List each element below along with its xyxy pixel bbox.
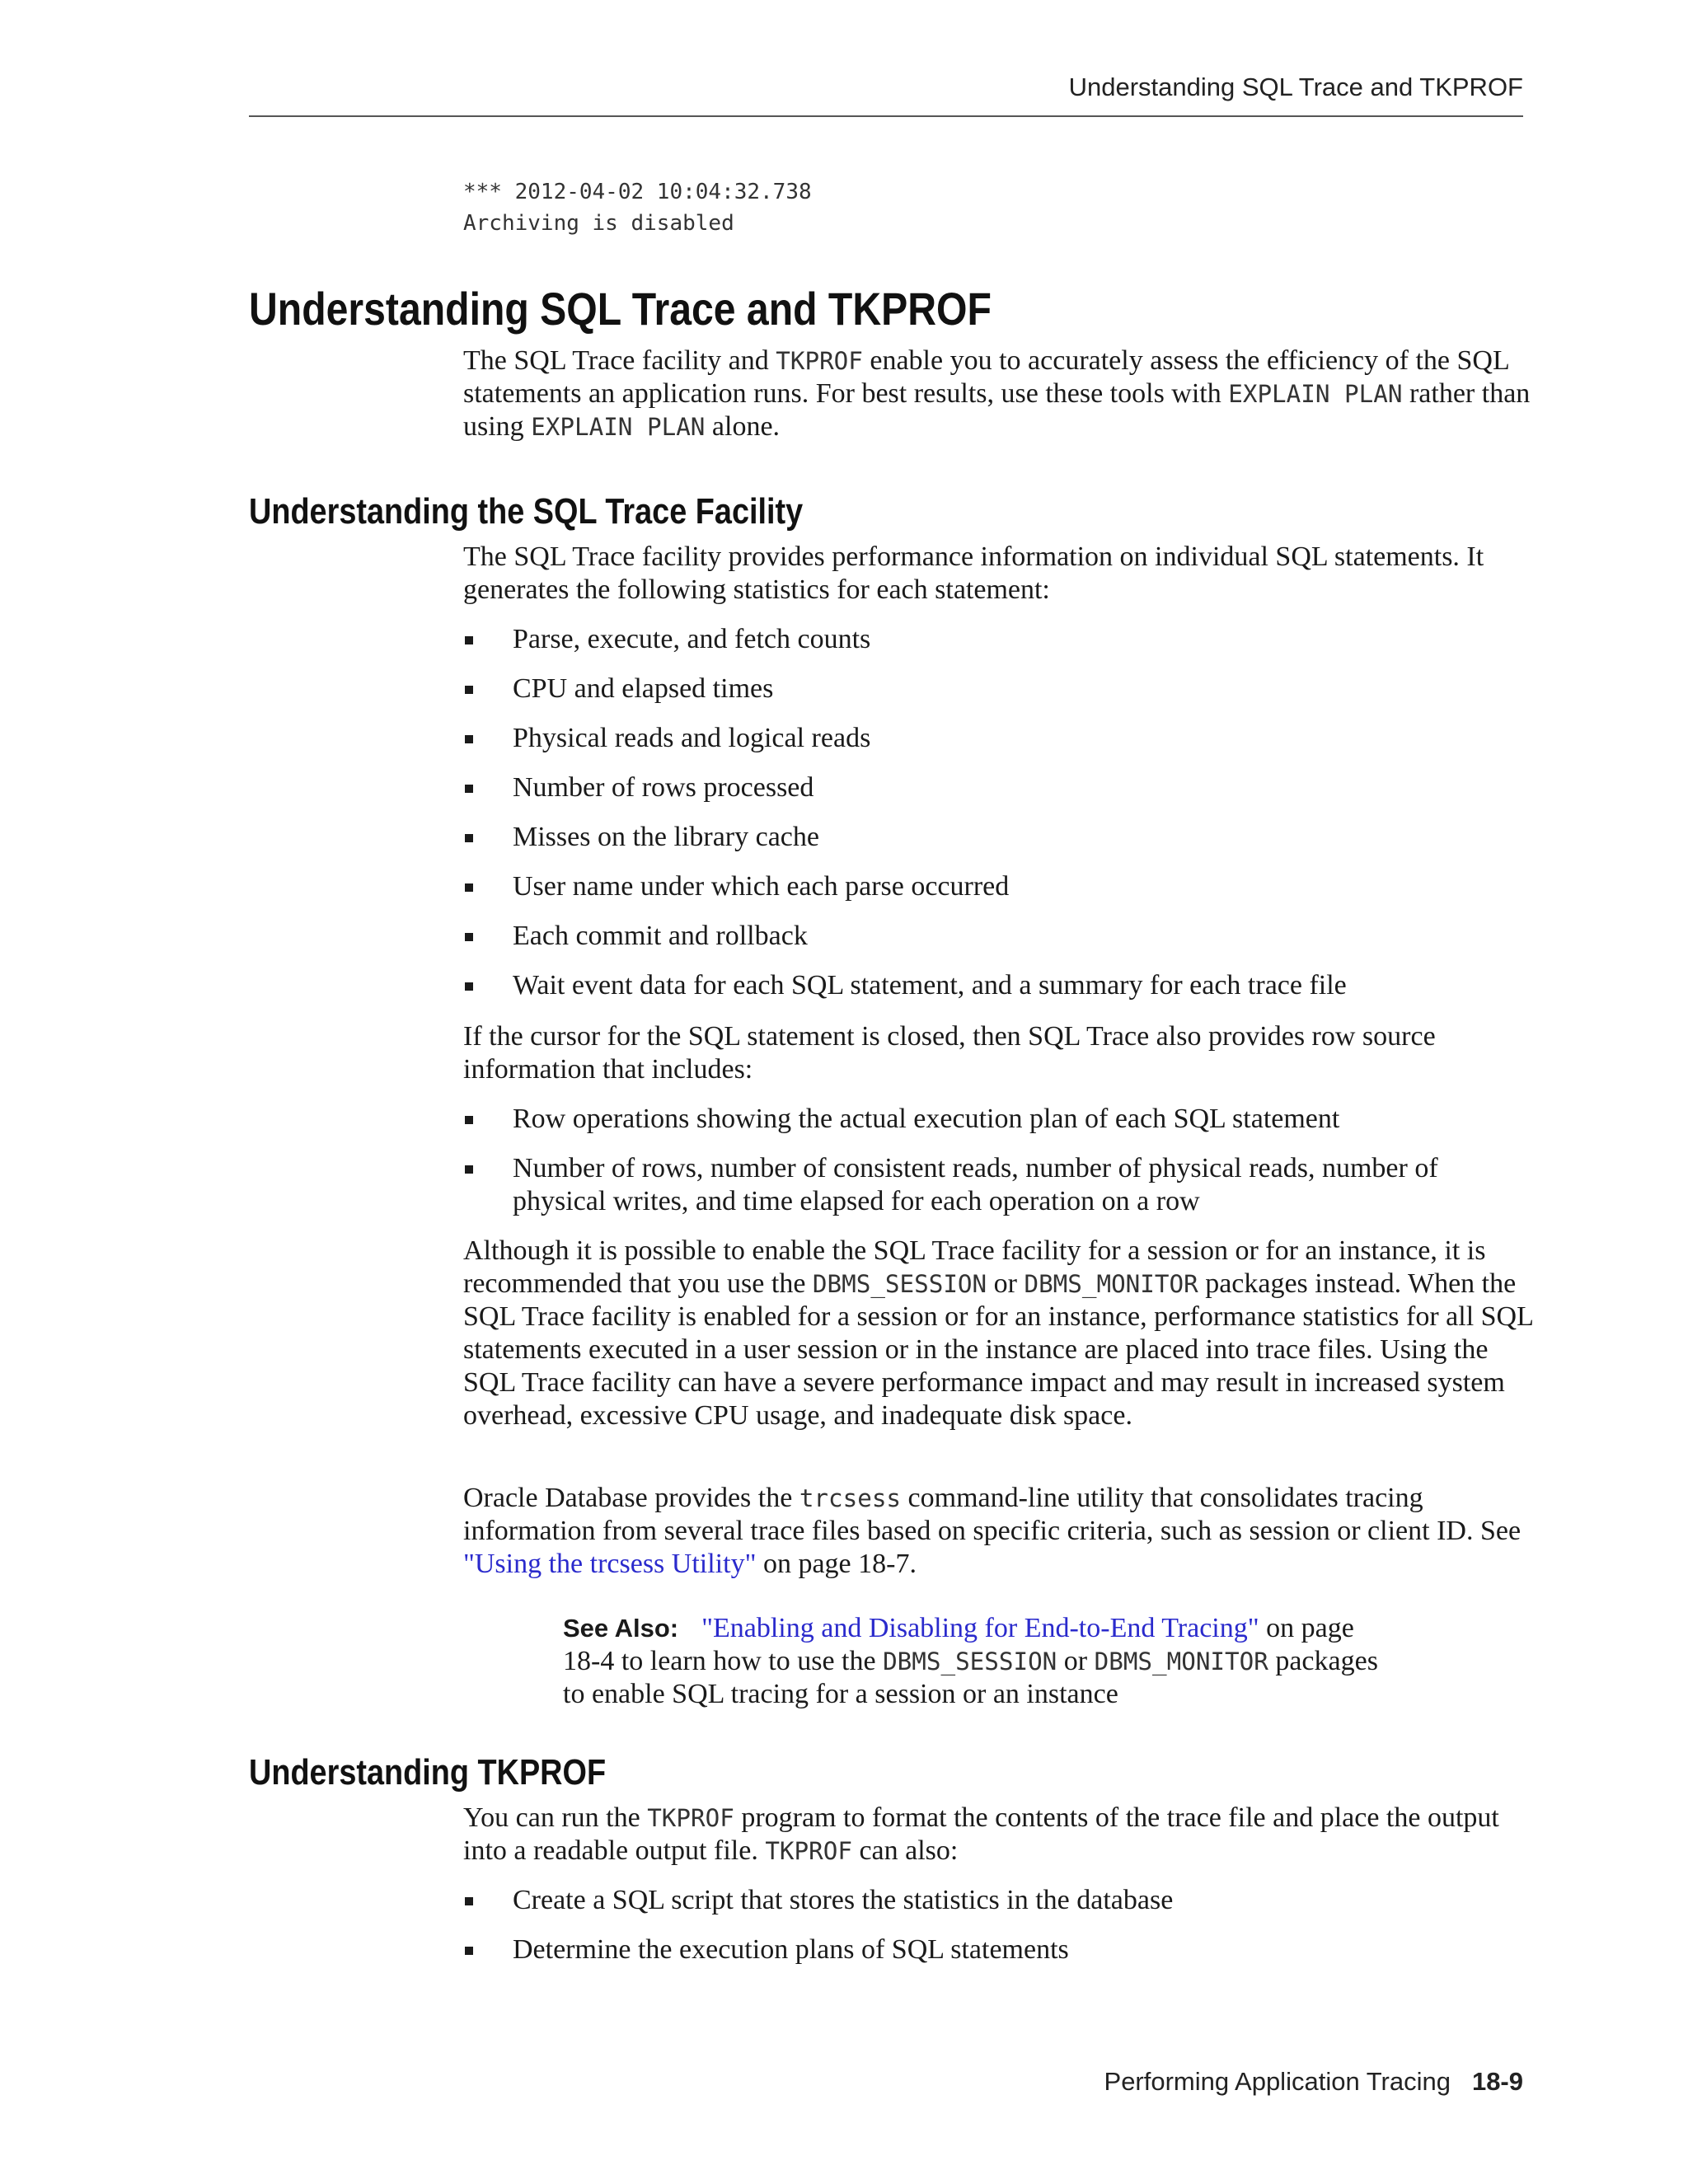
section-title: Understanding SQL Trace and TKPROF — [249, 283, 992, 335]
intro-text-4: alone. — [705, 411, 781, 442]
paragraph-text: You can run the — [463, 1802, 648, 1833]
list-item-text: User name under which each parse occurred — [513, 871, 1010, 902]
bullet-icon — [465, 834, 473, 842]
list-item-text: Number of rows processed — [513, 772, 814, 803]
tkprof-list — [463, 1884, 1535, 1983]
list-item — [463, 920, 1535, 953]
list-item — [463, 1884, 1535, 1917]
code-tkprof: TKPROF — [647, 1804, 734, 1832]
paragraph-text: program to format the contents of the trace file and place the output into a readable output file. — [463, 1802, 1499, 1866]
bullet-icon — [465, 1165, 473, 1174]
list-item-text: Wait event data for each SQL statement, and a summary for each trace file — [513, 970, 1347, 1001]
list-item — [463, 623, 1535, 656]
facility-intro: The SQL Trace facility provides performance information on individual SQL statements. It generates the following statistics for each statement: — [463, 541, 1484, 605]
recommendation-paragraph — [463, 1235, 1535, 1432]
list-item — [463, 1152, 1535, 1218]
list-item-text: Misses on the library cache — [513, 822, 819, 852]
list-item — [463, 673, 1535, 705]
paragraph-text: command-line utility that consolidates tracing information from several trace files based on specific criteria, such as session or client ID. See — [463, 1483, 1522, 1546]
code-explain-plan: EXPLAIN PLAN — [531, 413, 706, 441]
list-item-text: Each commit and rollback — [513, 921, 808, 951]
list-item — [463, 969, 1535, 1002]
list-item — [463, 722, 1535, 755]
code-tkprof: TKPROF — [776, 347, 863, 375]
paragraph-text: or — [987, 1268, 1025, 1299]
bullet-icon — [465, 883, 473, 892]
code-example: *** 2012-04-02 10:04:32.738 Archiving is disabled — [463, 180, 812, 236]
link-trcsess-utility[interactable]: "Using the trcsess Utility" — [463, 1549, 757, 1579]
code-dbms-session: DBMS_SESSION — [883, 1647, 1057, 1675]
list-item — [463, 821, 1535, 854]
row-source-list — [463, 1103, 1535, 1235]
code-dbms-session: DBMS_SESSION — [812, 1270, 987, 1298]
footer-chapter: Performing Application Tracing — [1104, 2067, 1451, 2096]
tkprof-heading: Understanding TKPROF — [249, 1752, 607, 1793]
code-trcsess: trcsess — [799, 1484, 902, 1512]
running-header: Understanding SQL Trace and TKPROF — [249, 73, 1523, 117]
paragraph-text: Oracle Database provides the — [463, 1483, 799, 1513]
paragraph-text: Although it is possible to enable the SQL Trace facility for a session or for an instance, it is recommended that you use the — [463, 1235, 1486, 1299]
list-item-text: Create a SQL script that stores the statistics in the database — [513, 1885, 1174, 1915]
list-item-text: CPU and elapsed times — [513, 673, 774, 704]
link-end-to-end-tracing[interactable]: "Enabling and Disabling for End-to-End Tracing" — [701, 1613, 1259, 1643]
bullet-icon — [465, 785, 473, 793]
bullet-icon — [465, 686, 473, 694]
bullet-icon — [465, 1116, 473, 1124]
intro-text-1: The SQL Trace facility and — [463, 345, 776, 376]
bullet-icon — [465, 933, 473, 941]
paragraph-text: on page 18-7. — [756, 1549, 917, 1579]
list-item-text: Physical reads and logical reads — [513, 723, 871, 753]
list-item — [463, 771, 1535, 804]
facility-heading: Understanding the SQL Trace Facility — [249, 491, 804, 532]
tkprof-intro — [463, 1802, 1535, 1868]
list-item-text: Row operations showing the actual execution plan of each SQL statement — [513, 1104, 1340, 1134]
page-number: 18-9 — [1471, 2067, 1523, 2096]
see-also-note — [563, 1612, 1387, 1711]
note-text: packages to enable SQL tracing for a session or an instance — [563, 1646, 1378, 1709]
page-footer — [1104, 2067, 1523, 2097]
note-text: on page 18-4 to learn how to use the — [563, 1613, 1354, 1676]
section-intro — [463, 344, 1535, 443]
bullet-icon — [465, 735, 473, 743]
paragraph-text: packages instead. When the SQL Trace facility is enabled for a session or for an instance, performance statistics for all SQL statements executed in a user session or in the instance are placed into trace files. Using the SQL Trace facility can have a severe performance impact and may result in increased system overhead, excessive CPU usage, and inadequate disk space. — [463, 1268, 1533, 1431]
see-also-label: See Also: — [563, 1614, 679, 1643]
list-item-text: Parse, execute, and fetch counts — [513, 624, 871, 654]
list-item — [463, 1103, 1535, 1136]
list-item-text: Determine the execution plans of SQL statements — [513, 1934, 1069, 1965]
statistics-list — [463, 623, 1535, 1019]
code-explain-plan: EXPLAIN PLAN — [1228, 380, 1403, 408]
list-item-text: Number of rows, number of consistent reads, number of physical reads, number of physical writes, and time elapsed for each operation on a row — [513, 1153, 1438, 1216]
code-dbms-monitor: DBMS_MONITOR — [1094, 1647, 1268, 1675]
cursor-paragraph: If the cursor for the SQL statement is closed, then SQL Trace also provides row source information that includes: — [463, 1021, 1436, 1085]
intro-text-2: enable you to accurately assess the efficiency of the SQL statements an application runs. For best results, use these tools with — [463, 345, 1509, 409]
paragraph-text: can also: — [851, 1835, 959, 1866]
note-text: or — [1057, 1646, 1095, 1676]
bullet-icon — [465, 636, 473, 644]
bullet-icon — [465, 1947, 473, 1955]
intro-text-3: rather than using — [463, 378, 1531, 442]
bullet-icon — [465, 1897, 473, 1905]
bullet-icon — [465, 982, 473, 991]
code-dbms-monitor: DBMS_MONITOR — [1024, 1270, 1198, 1298]
list-item — [463, 870, 1535, 903]
code-tkprof: TKPROF — [765, 1837, 852, 1865]
list-item — [463, 1933, 1535, 1966]
trcsess-paragraph — [463, 1482, 1535, 1581]
